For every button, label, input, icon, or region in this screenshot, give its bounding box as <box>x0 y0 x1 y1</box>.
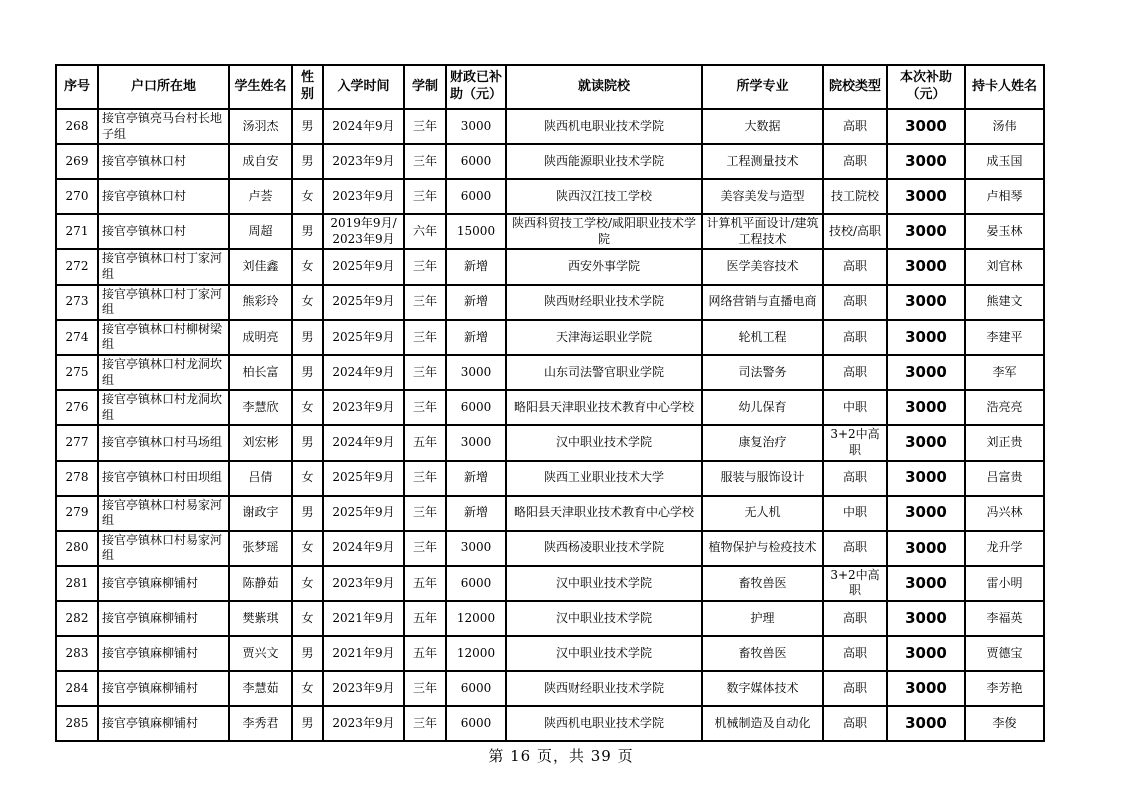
cell-gender: 男 <box>292 355 323 390</box>
cell-name: 卢荟 <box>229 179 292 214</box>
cell-location: 接官亭镇林口村田坝组 <box>98 461 229 496</box>
cell-years: 五年 <box>404 601 446 636</box>
cell-gender: 男 <box>292 109 323 144</box>
cell-major: 机械制造及自动化 <box>702 706 823 741</box>
cell-subsidized: 新增 <box>446 285 506 320</box>
cell-current: 3000 <box>887 320 965 355</box>
cell-location: 接官亭镇林口村龙洞坎组 <box>98 355 229 390</box>
cell-current: 3000 <box>887 706 965 741</box>
cell-current: 3000 <box>887 461 965 496</box>
cell-name: 李慧欣 <box>229 390 292 425</box>
cell-cardholder: 李建平 <box>965 320 1044 355</box>
cell-major: 护理 <box>702 601 823 636</box>
table-row <box>56 531 1044 566</box>
cell-gender: 男 <box>292 144 323 179</box>
subsidy-table <box>55 64 1045 742</box>
cell-location: 接官亭镇林口村丁家河组 <box>98 249 229 284</box>
cell-no: 270 <box>56 179 98 214</box>
cell-gender: 男 <box>292 425 323 460</box>
cell-no: 275 <box>56 355 98 390</box>
cell-subsidized: 12000 <box>446 636 506 671</box>
cell-location: 接官亭镇亮马台村长地子组 <box>98 109 229 144</box>
cell-cardholder: 卢相琴 <box>965 179 1044 214</box>
cell-no: 269 <box>56 144 98 179</box>
cell-name: 张梦瑶 <box>229 531 292 566</box>
cell-gender: 女 <box>292 249 323 284</box>
cell-location: 接官亭镇林口村龙洞坎组 <box>98 390 229 425</box>
cell-subsidized: 6000 <box>446 706 506 741</box>
cell-no: 281 <box>56 566 98 601</box>
cell-type: 高职 <box>823 636 887 671</box>
col-header-cardholder: 持卡人姓名 <box>965 65 1044 109</box>
cell-gender: 男 <box>292 496 323 531</box>
cell-school: 天津海运职业学院 <box>506 320 702 355</box>
col-header-school: 就读院校 <box>506 65 702 109</box>
cell-name: 谢政宇 <box>229 496 292 531</box>
cell-gender: 男 <box>292 320 323 355</box>
table-row <box>56 109 1044 144</box>
cell-enroll: 2024年9月 <box>323 425 404 460</box>
header-row <box>56 65 1044 109</box>
cell-school: 陕西汉江技工学校 <box>506 179 702 214</box>
cell-years: 三年 <box>404 355 446 390</box>
cell-cardholder: 贾德宝 <box>965 636 1044 671</box>
cell-years: 三年 <box>404 531 446 566</box>
cell-no: 268 <box>56 109 98 144</box>
cell-school: 陕西工业职业技术大学 <box>506 461 702 496</box>
table-row <box>56 601 1044 636</box>
cell-enroll: 2025年9月 <box>323 285 404 320</box>
cell-major: 工程测量技术 <box>702 144 823 179</box>
table-row <box>56 320 1044 355</box>
col-header-subsidized: 财政已补助（元） <box>446 65 506 109</box>
cell-type: 高职 <box>823 706 887 741</box>
cell-cardholder: 吕富贵 <box>965 461 1044 496</box>
cell-school: 陕西机电职业技术学院 <box>506 706 702 741</box>
cell-school: 陕西机电职业技术学院 <box>506 109 702 144</box>
cell-cardholder: 成玉国 <box>965 144 1044 179</box>
cell-school: 汉中职业技术学院 <box>506 601 702 636</box>
cell-enroll: 2024年9月 <box>323 109 404 144</box>
cell-type: 高职 <box>823 601 887 636</box>
cell-years: 五年 <box>404 566 446 601</box>
cell-school: 陕西科贸技工学校/咸阳职业技术学院 <box>506 214 702 249</box>
cell-gender: 女 <box>292 285 323 320</box>
cell-years: 三年 <box>404 320 446 355</box>
col-header-current: 本次补助（元） <box>887 65 965 109</box>
col-header-type: 院校类型 <box>823 65 887 109</box>
cell-location: 接官亭镇林口村易家河组 <box>98 531 229 566</box>
cell-cardholder: 李福英 <box>965 601 1044 636</box>
cell-current: 3000 <box>887 249 965 284</box>
cell-major: 畜牧兽医 <box>702 566 823 601</box>
cell-major: 服装与服饰设计 <box>702 461 823 496</box>
cell-type: 高职 <box>823 285 887 320</box>
cell-major: 美容美发与造型 <box>702 179 823 214</box>
cell-subsidized: 6000 <box>446 144 506 179</box>
cell-location: 接官亭镇麻柳铺村 <box>98 671 229 706</box>
cell-name: 李慧茹 <box>229 671 292 706</box>
cell-enroll: 2019年9月/2023年9月 <box>323 214 404 249</box>
cell-subsidized: 3000 <box>446 425 506 460</box>
cell-cardholder: 李俊 <box>965 706 1044 741</box>
cell-enroll: 2023年9月 <box>323 179 404 214</box>
cell-current: 3000 <box>887 425 965 460</box>
cell-school: 西安外事学院 <box>506 249 702 284</box>
cell-subsidized: 12000 <box>446 601 506 636</box>
cell-current: 3000 <box>887 214 965 249</box>
cell-no: 278 <box>56 461 98 496</box>
cell-type: 技校/高职 <box>823 214 887 249</box>
cell-gender: 女 <box>292 461 323 496</box>
cell-name: 刘佳鑫 <box>229 249 292 284</box>
cell-no: 274 <box>56 320 98 355</box>
cell-enroll: 2023年9月 <box>323 706 404 741</box>
cell-type: 技工院校 <box>823 179 887 214</box>
table-body <box>56 109 1044 741</box>
page-number: 第 16 页，共 39 页 <box>488 747 634 765</box>
cell-gender: 男 <box>292 214 323 249</box>
cell-subsidized: 新增 <box>446 249 506 284</box>
table-row <box>56 496 1044 531</box>
cell-no: 280 <box>56 531 98 566</box>
cell-name: 樊紫琪 <box>229 601 292 636</box>
cell-gender: 男 <box>292 636 323 671</box>
cell-type: 高职 <box>823 355 887 390</box>
cell-subsidized: 6000 <box>446 566 506 601</box>
col-header-no: 序号 <box>56 65 98 109</box>
cell-enroll: 2021年9月 <box>323 636 404 671</box>
cell-no: 282 <box>56 601 98 636</box>
table-header <box>56 65 1044 109</box>
cell-enroll: 2024年9月 <box>323 355 404 390</box>
cell-subsidized: 6000 <box>446 179 506 214</box>
cell-years: 三年 <box>404 109 446 144</box>
cell-years: 三年 <box>404 285 446 320</box>
cell-current: 3000 <box>887 566 965 601</box>
cell-name: 周超 <box>229 214 292 249</box>
cell-type: 高职 <box>823 461 887 496</box>
cell-type: 3+2中高职 <box>823 566 887 601</box>
cell-major: 计算机平面设计/建筑工程技术 <box>702 214 823 249</box>
cell-current: 3000 <box>887 109 965 144</box>
cell-type: 中职 <box>823 496 887 531</box>
cell-name: 贾兴文 <box>229 636 292 671</box>
table-row <box>56 566 1044 601</box>
cell-major: 数字媒体技术 <box>702 671 823 706</box>
cell-school: 陕西杨凌职业技术学院 <box>506 531 702 566</box>
cell-enroll: 2025年9月 <box>323 249 404 284</box>
cell-major: 植物保护与检疫技术 <box>702 531 823 566</box>
cell-years: 三年 <box>404 496 446 531</box>
table-row <box>56 249 1044 284</box>
cell-school: 陕西财经职业技术学院 <box>506 671 702 706</box>
cell-gender: 女 <box>292 531 323 566</box>
cell-gender: 女 <box>292 566 323 601</box>
cell-current: 3000 <box>887 179 965 214</box>
col-header-location: 户口所在地 <box>98 65 229 109</box>
cell-name: 成自安 <box>229 144 292 179</box>
cell-school: 汉中职业技术学院 <box>506 566 702 601</box>
cell-name: 熊彩玲 <box>229 285 292 320</box>
table-row <box>56 355 1044 390</box>
cell-no: 273 <box>56 285 98 320</box>
cell-years: 五年 <box>404 425 446 460</box>
cell-years: 三年 <box>404 249 446 284</box>
table-row <box>56 706 1044 741</box>
cell-years: 六年 <box>404 214 446 249</box>
cell-no: 285 <box>56 706 98 741</box>
cell-location: 接官亭镇林口村柳树梁组 <box>98 320 229 355</box>
col-header-years: 学制 <box>404 65 446 109</box>
cell-name: 吕倩 <box>229 461 292 496</box>
table-row <box>56 179 1044 214</box>
cell-gender: 女 <box>292 671 323 706</box>
cell-enroll: 2023年9月 <box>323 566 404 601</box>
cell-years: 三年 <box>404 461 446 496</box>
cell-cardholder: 李芳艳 <box>965 671 1044 706</box>
cell-major: 司法警务 <box>702 355 823 390</box>
cell-location: 接官亭镇麻柳铺村 <box>98 601 229 636</box>
cell-school: 汉中职业技术学院 <box>506 636 702 671</box>
cell-no: 279 <box>56 496 98 531</box>
cell-current: 3000 <box>887 144 965 179</box>
cell-enroll: 2024年9月 <box>323 531 404 566</box>
cell-location: 接官亭镇林口村马场组 <box>98 425 229 460</box>
cell-location: 接官亭镇林口村 <box>98 144 229 179</box>
cell-major: 大数据 <box>702 109 823 144</box>
cell-cardholder: 冯兴林 <box>965 496 1044 531</box>
cell-cardholder: 晏玉林 <box>965 214 1044 249</box>
cell-school: 山东司法警官职业学院 <box>506 355 702 390</box>
table-row <box>56 285 1044 320</box>
cell-name: 柏长富 <box>229 355 292 390</box>
cell-type: 高职 <box>823 109 887 144</box>
cell-school: 陕西能源职业技术学院 <box>506 144 702 179</box>
cell-gender: 女 <box>292 390 323 425</box>
cell-location: 接官亭镇林口村丁家河组 <box>98 285 229 320</box>
cell-no: 284 <box>56 671 98 706</box>
cell-enroll: 2025年9月 <box>323 496 404 531</box>
cell-subsidized: 3000 <box>446 531 506 566</box>
cell-cardholder: 刘官林 <box>965 249 1044 284</box>
cell-subsidized: 新增 <box>446 320 506 355</box>
cell-enroll: 2021年9月 <box>323 601 404 636</box>
cell-cardholder: 李军 <box>965 355 1044 390</box>
cell-enroll: 2023年9月 <box>323 671 404 706</box>
cell-years: 三年 <box>404 179 446 214</box>
cell-name: 陈静茹 <box>229 566 292 601</box>
cell-no: 277 <box>56 425 98 460</box>
table-row <box>56 390 1044 425</box>
cell-cardholder: 龙升学 <box>965 531 1044 566</box>
cell-years: 三年 <box>404 671 446 706</box>
cell-major: 幼儿保育 <box>702 390 823 425</box>
table-row <box>56 461 1044 496</box>
cell-gender: 女 <box>292 601 323 636</box>
cell-subsidized: 6000 <box>446 671 506 706</box>
cell-school: 略阳县天津职业技术教育中心学校 <box>506 390 702 425</box>
cell-name: 李秀君 <box>229 706 292 741</box>
cell-cardholder: 刘正贵 <box>965 425 1044 460</box>
cell-no: 272 <box>56 249 98 284</box>
cell-major: 轮机工程 <box>702 320 823 355</box>
cell-years: 三年 <box>404 144 446 179</box>
cell-type: 中职 <box>823 390 887 425</box>
cell-name: 刘宏彬 <box>229 425 292 460</box>
cell-current: 3000 <box>887 601 965 636</box>
cell-current: 3000 <box>887 496 965 531</box>
cell-enroll: 2023年9月 <box>323 390 404 425</box>
cell-location: 接官亭镇林口村 <box>98 179 229 214</box>
cell-enroll: 2025年9月 <box>323 320 404 355</box>
cell-subsidized: 3000 <box>446 109 506 144</box>
col-header-major: 所学专业 <box>702 65 823 109</box>
cell-name: 成明亮 <box>229 320 292 355</box>
cell-subsidized: 3000 <box>446 355 506 390</box>
cell-type: 高职 <box>823 671 887 706</box>
col-header-gender: 性别 <box>292 65 323 109</box>
col-header-enroll: 入学时间 <box>323 65 404 109</box>
cell-current: 3000 <box>887 636 965 671</box>
cell-name: 汤羽杰 <box>229 109 292 144</box>
cell-current: 3000 <box>887 531 965 566</box>
cell-location: 接官亭镇林口村易家河组 <box>98 496 229 531</box>
cell-type: 高职 <box>823 249 887 284</box>
cell-school: 汉中职业技术学院 <box>506 425 702 460</box>
table-row <box>56 671 1044 706</box>
cell-cardholder: 汤伟 <box>965 109 1044 144</box>
cell-enroll: 2023年9月 <box>323 144 404 179</box>
table-row <box>56 425 1044 460</box>
cell-subsidized: 6000 <box>446 390 506 425</box>
cell-gender: 女 <box>292 179 323 214</box>
cell-current: 3000 <box>887 355 965 390</box>
cell-years: 三年 <box>404 706 446 741</box>
cell-cardholder: 浩亮亮 <box>965 390 1044 425</box>
cell-current: 3000 <box>887 390 965 425</box>
cell-no: 283 <box>56 636 98 671</box>
cell-gender: 男 <box>292 706 323 741</box>
cell-location: 接官亭镇麻柳铺村 <box>98 566 229 601</box>
cell-major: 康复治疗 <box>702 425 823 460</box>
table-row <box>56 144 1044 179</box>
cell-major: 医学美容技术 <box>702 249 823 284</box>
cell-location: 接官亭镇麻柳铺村 <box>98 706 229 741</box>
cell-type: 高职 <box>823 144 887 179</box>
cell-cardholder: 熊建文 <box>965 285 1044 320</box>
cell-years: 三年 <box>404 390 446 425</box>
cell-major: 畜牧兽医 <box>702 636 823 671</box>
cell-current: 3000 <box>887 285 965 320</box>
cell-subsidized: 15000 <box>446 214 506 249</box>
cell-years: 五年 <box>404 636 446 671</box>
cell-school: 略阳县天津职业技术教育中心学校 <box>506 496 702 531</box>
cell-current: 3000 <box>887 671 965 706</box>
cell-subsidized: 新增 <box>446 461 506 496</box>
cell-location: 接官亭镇林口村 <box>98 214 229 249</box>
cell-type: 高职 <box>823 320 887 355</box>
cell-subsidized: 新增 <box>446 496 506 531</box>
cell-enroll: 2025年9月 <box>323 461 404 496</box>
cell-no: 271 <box>56 214 98 249</box>
cell-no: 276 <box>56 390 98 425</box>
cell-school: 陕西财经职业技术学院 <box>506 285 702 320</box>
col-header-name: 学生姓名 <box>229 65 292 109</box>
cell-type: 高职 <box>823 531 887 566</box>
table-row <box>56 636 1044 671</box>
cell-cardholder: 雷小明 <box>965 566 1044 601</box>
table-row <box>56 214 1044 249</box>
cell-major: 网络营销与直播电商 <box>702 285 823 320</box>
cell-type: 3+2中高职 <box>823 425 887 460</box>
cell-location: 接官亭镇麻柳铺村 <box>98 636 229 671</box>
cell-major: 无人机 <box>702 496 823 531</box>
